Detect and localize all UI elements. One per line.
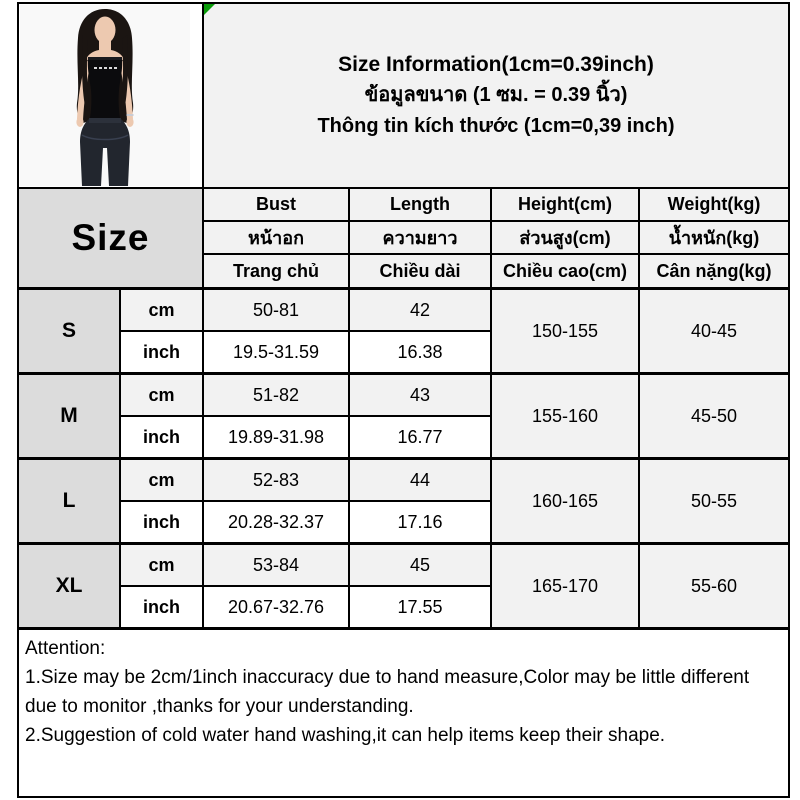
row-s-length-cm-cell: 42: [349, 289, 491, 332]
col-bust-vi: Trang chủ: [203, 254, 349, 289]
model-photo: [20, 5, 190, 186]
row-xl-unit-inch-cell: inch: [120, 586, 203, 629]
col-bust-en: Bust: [203, 188, 349, 221]
row-xl-length-cm-cell: 45: [349, 544, 491, 587]
top-row: [18, 3, 789, 188]
row-xl-unit-cm-cell: cm: [120, 544, 203, 587]
row-l-length-inch-cell: 17.16: [349, 501, 491, 544]
row-xl-length-inch-cell: 17.55: [349, 586, 491, 629]
row-l-bust-inch-cell: 20.28-32.37: [203, 501, 349, 544]
row-l-cm: [18, 459, 789, 502]
row-s-height-cell: 150-155: [491, 289, 639, 374]
row-m-bust-cm-cell: 51-82: [203, 374, 349, 417]
size-header-cell: Size: [18, 188, 203, 289]
title-vi: Thông tin kích thước (1cm=0,39 inch): [317, 115, 675, 137]
header-row-en: [18, 188, 789, 221]
row-l-unit-cm-cell: cm: [120, 459, 203, 502]
row-l-weight-cell: 50-55: [639, 459, 789, 544]
col-length-th: ความยาว: [349, 221, 491, 254]
col-bust-th: หน้าอก: [203, 221, 349, 254]
col-height-th: ส่วนสูง(cm): [491, 221, 639, 254]
row-s-unit-inch-cell: inch: [120, 331, 203, 374]
row-m-size-cell: M: [18, 374, 120, 459]
product-photo-cell: [18, 3, 203, 188]
col-weight-en: Weight(kg): [639, 188, 789, 221]
row-l-size-cell: L: [18, 459, 120, 544]
row-m-bust-inch-cell: 19.89-31.98: [203, 416, 349, 459]
col-length-en: Length: [349, 188, 491, 221]
attention-line-1: 1.Size may be 2cm/1inch inaccuracy due to hand measure,Color may be little different due to monitor ,thanks for your understanding.: [25, 667, 750, 717]
row-xl-size-cell: XL: [18, 544, 120, 629]
green-corner-marker-icon: [204, 4, 215, 15]
row-s-size-cell: S: [18, 289, 120, 374]
col-height-vi: Chiều cao(cm): [491, 254, 639, 289]
row-s-weight-cell: 40-45: [639, 289, 789, 374]
row-m-unit-inch-cell: inch: [120, 416, 203, 459]
row-xl-bust-inch-cell: 20.67-32.76: [203, 586, 349, 629]
row-l-unit-inch-cell: inch: [120, 501, 203, 544]
row-l-length-cm-cell: 44: [349, 459, 491, 502]
row-m-length-cm-cell: 43: [349, 374, 491, 417]
attention-note: [18, 629, 789, 798]
row-s-bust-inch-cell: 19.5-31.59: [203, 331, 349, 374]
row-m-weight-cell: 45-50: [639, 374, 789, 459]
col-weight-vi: Cân nặng(kg): [639, 254, 789, 289]
row-m-height-cell: 155-160: [491, 374, 639, 459]
col-height-en: Height(cm): [491, 188, 639, 221]
col-length-vi: Chiều dài: [349, 254, 491, 289]
row-xl-weight-cell: 55-60: [639, 544, 789, 629]
row-m-cm: [18, 374, 789, 417]
row-xl-bust-cm-cell: 53-84: [203, 544, 349, 587]
row-m-unit-cm-cell: cm: [120, 374, 203, 417]
row-s-bust-cm-cell: 50-81: [203, 289, 349, 332]
model-illustration: [20, 5, 190, 186]
row-s-cm: [18, 289, 789, 332]
row-l-bust-cm-cell: 52-83: [203, 459, 349, 502]
row-l-height-cell: 160-165: [491, 459, 639, 544]
title-th: ข้อมูลขนาด (1 ซม. = 0.39 นิ้ว): [364, 84, 628, 106]
row-s-length-inch-cell: 16.38: [349, 331, 491, 374]
row-m-length-inch-cell: 16.77: [349, 416, 491, 459]
attention-line-2: 2.Suggestion of cold water hand washing,it can help items keep their shape.: [25, 725, 666, 746]
title-en: Size Information(1cm=0.39inch): [338, 53, 654, 76]
col-weight-th: น้ำหนัก(kg): [639, 221, 789, 254]
row-s-unit-cm-cell: cm: [120, 289, 203, 332]
row-xl-cm: [18, 544, 789, 587]
attention-row: [18, 629, 789, 798]
title-cell: [203, 3, 789, 188]
row-xl-height-cell: 165-170: [491, 544, 639, 629]
attention-title: Attention:: [25, 638, 106, 659]
size-table: [17, 2, 790, 798]
